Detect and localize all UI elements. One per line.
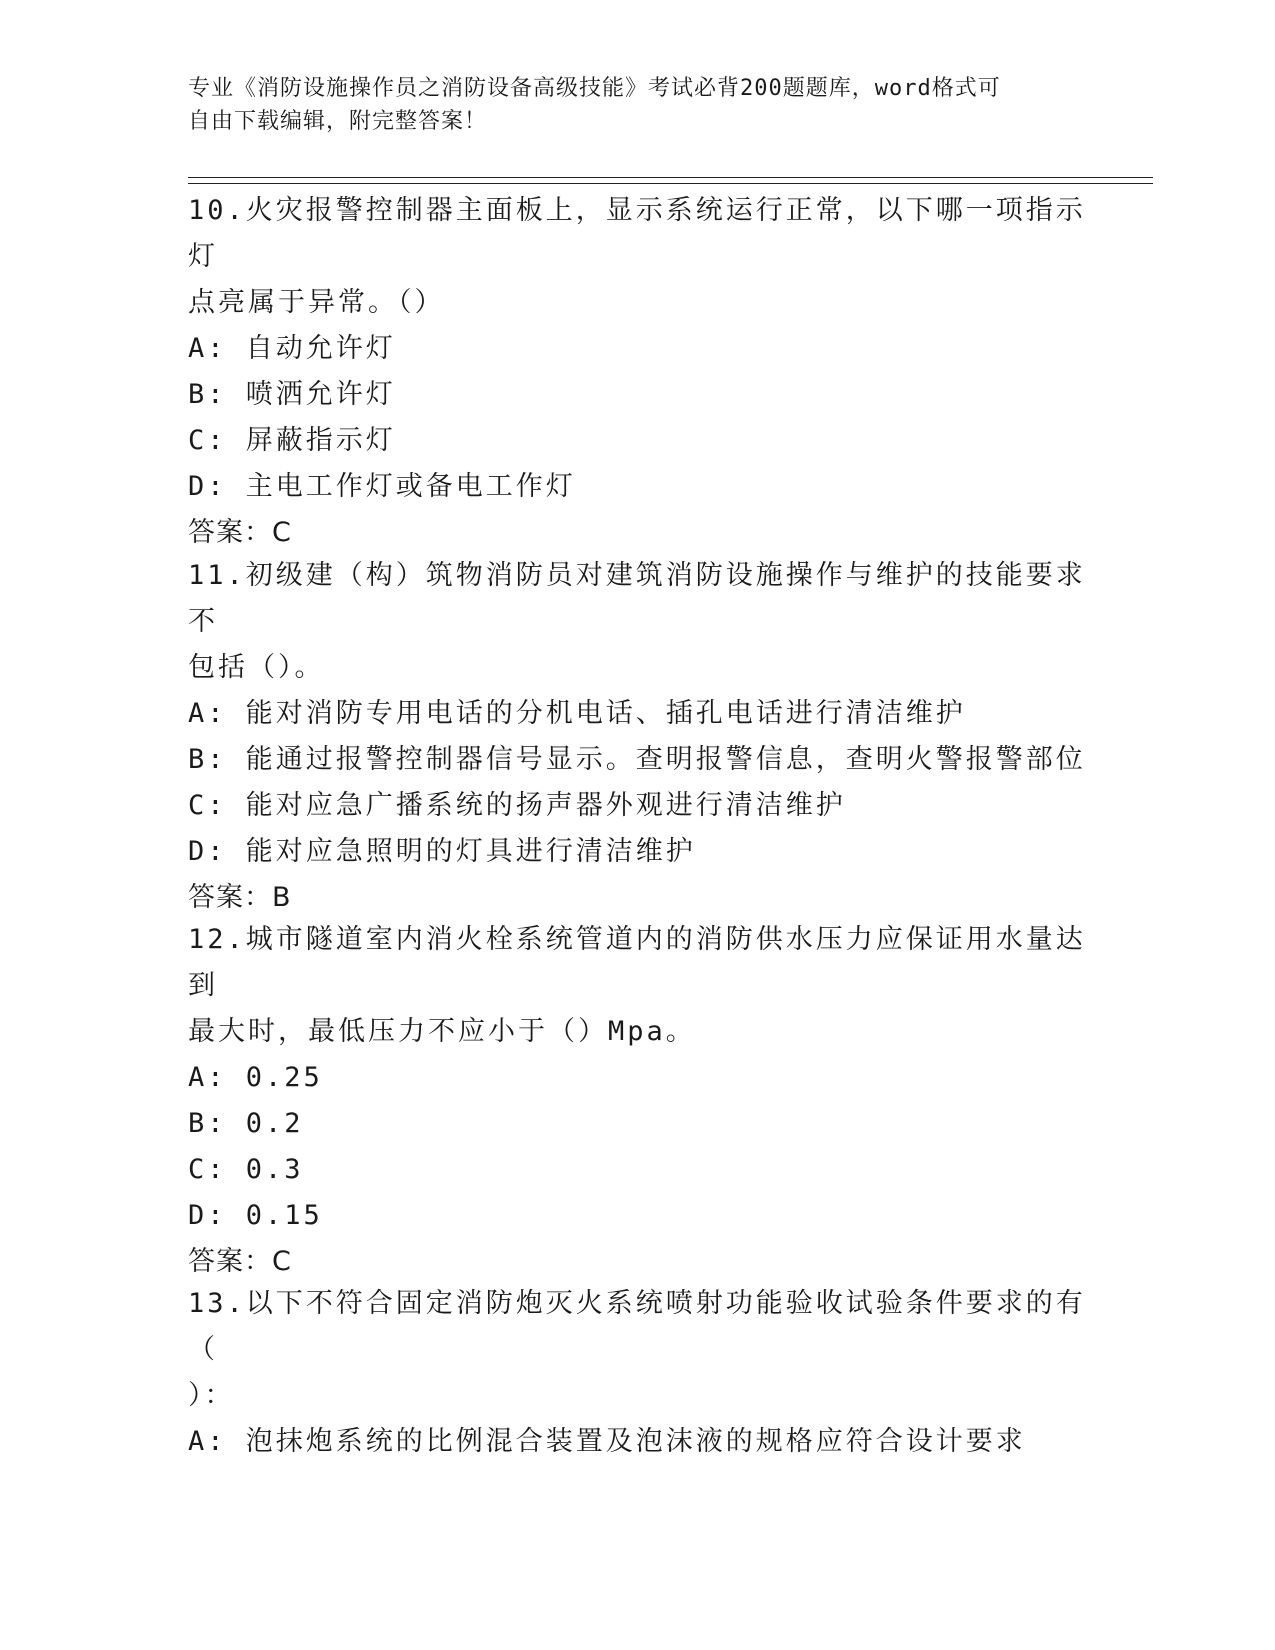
option-b: B: 0.2	[188, 1108, 304, 1139]
option-b: B: 喷洒允许灯	[188, 379, 396, 410]
answer: 答案：C	[188, 517, 292, 548]
question-stem	[188, 553, 1088, 691]
question-stem-line: 10.火灾报警控制器主面板上，显示系统运行正常，以下哪一项指示灯	[188, 195, 1086, 272]
answer: 答案：C	[188, 1246, 292, 1277]
header-divider-top	[188, 177, 1153, 178]
question-stem	[188, 917, 1088, 1055]
question-stem-line: ）：	[188, 1380, 235, 1411]
option-c: C: 能对应急广播系统的扬声器外观进行清洁维护	[188, 790, 846, 821]
question-10	[188, 188, 1088, 556]
question-11	[188, 553, 1088, 921]
question-stem-line: 最大时，最低压力不应小于（）Mpa。	[188, 1016, 696, 1047]
option-b: B: 能通过报警控制器信号显示。查明报警信息，查明火警报警部位	[188, 744, 1086, 775]
answer: 答案：B	[188, 882, 292, 913]
question-stem-line: 12.城市隧道室内消火栓系统管道内的消防供水压力应保证用水量达到	[188, 924, 1086, 1001]
option-c: C: 屏蔽指示灯	[188, 425, 396, 456]
option-d: D: 能对应急照明的灯具进行清洁维护	[188, 836, 696, 867]
option-a: A: 能对消防专用电话的分机电话、插孔电话进行清洁维护	[188, 698, 966, 729]
question-stem	[188, 188, 1088, 326]
question-stem-line: 13.以下不符合固定消防炮灭火系统喷射功能验收试验条件要求的有（	[188, 1288, 1086, 1365]
header-line-1: 专业《消防设施操作员之消防设备高级技能》考试必背200题题库，word格式可	[188, 76, 1001, 101]
question-12	[188, 917, 1088, 1285]
option-c: C: 0.3	[188, 1154, 304, 1185]
document-header	[188, 72, 1068, 138]
question-stem-line: 11.初级建（构）筑物消防员对建筑消防设施操作与维护的技能要求不	[188, 560, 1086, 637]
header-divider-bottom	[188, 183, 1153, 184]
question-13	[188, 1281, 1088, 1465]
header-line-2: 自由下载编辑，附完整答案！	[188, 109, 488, 134]
option-a: A: 泡抹炮系统的比例混合装置及泡沫液的规格应符合设计要求	[188, 1426, 1026, 1457]
question-stem-line: 点亮属于异常。（）	[188, 287, 445, 318]
option-d: D: 主电工作灯或备电工作灯	[188, 471, 576, 502]
question-stem	[188, 1281, 1088, 1419]
question-stem-line: 包括（）。	[188, 652, 325, 683]
option-a: A: 自动允许灯	[188, 333, 396, 364]
option-a: A: 0.25	[188, 1062, 323, 1093]
option-d: D: 0.15	[188, 1200, 323, 1231]
